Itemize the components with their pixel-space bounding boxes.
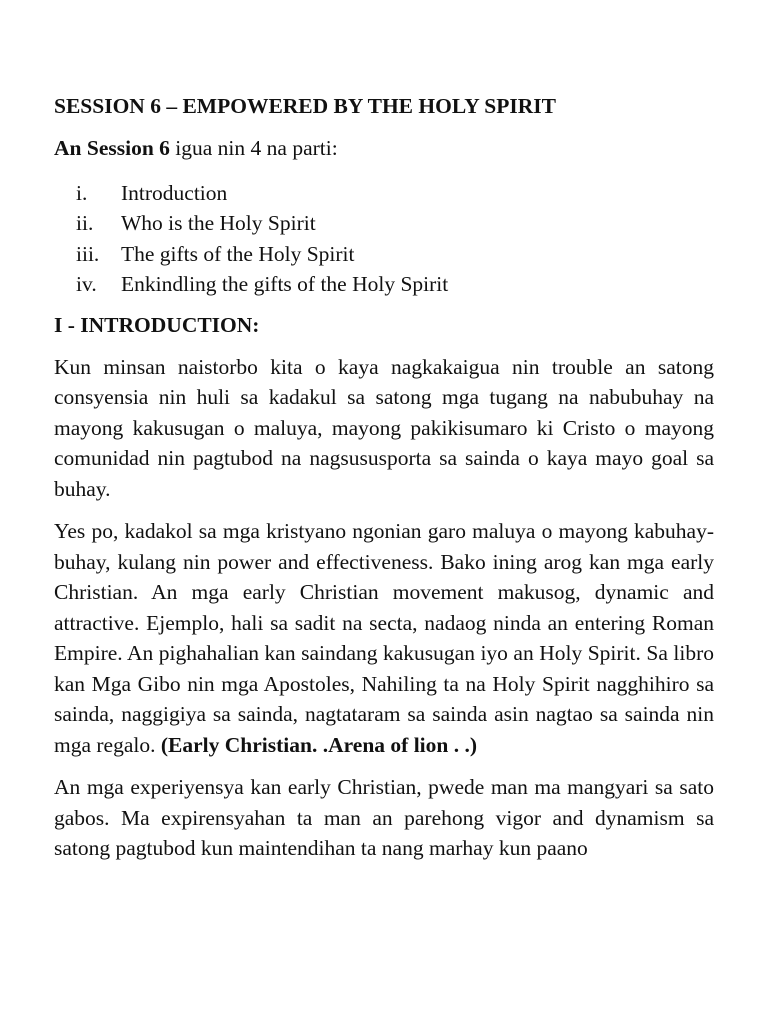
session-title: SESSION 6 – EMPOWERED BY THE HOLY SPIRIT — [54, 94, 556, 118]
toc-number: ii. — [76, 211, 94, 235]
section-heading: I - INTRODUCTION: — [54, 312, 260, 337]
paragraph-2-text: Yes po, kadakol sa mga kristyano ngonian garo maluya o mayong kabuhay-buhay, kulang nin power and effectiveness. Bako ining arog kan mga early Christian. An mga early Christian movement makusog, dynamic and attractive. Ejemplo, hali sa sadit na secta, nadaog ninda an entering Roman Empire. An pighahalian kan saindang kakusugan iyo an Holy Spirit. Sa libro kan Mga Gibo nin mga Apostoles, Nahiling ta na Holy Spirit nagghihiro sa sainda, naggigiya sa sainda, nagtataram sa sainda asin nagtao sa sainda nin mga regalo. — [54, 519, 714, 757]
paragraph-2 — [54, 516, 714, 760]
paragraph-3: An mga experiyensya kan early Christian, pwede man ma mangyari sa sato gabos. Ma expirensyahan ta man an parehong vigor and dynamism sa satong pagtubod kun maintendihan ta nang marhay kun paano — [54, 775, 714, 860]
toc-label: The gifts of the Holy Spirit — [121, 241, 355, 266]
toc-label: Who is the Holy Spirit — [121, 211, 316, 235]
paragraph-2-bold-note: (Early Christian. .Arena of lion . .) — [160, 732, 478, 757]
intro-rest: igua nin 4 na parti: — [169, 136, 338, 160]
toc-number: iv. — [76, 272, 97, 296]
toc-label: Introduction — [121, 180, 228, 205]
intro-line — [54, 133, 714, 164]
toc-label: Enkindling the gifts of the Holy Spirit — [121, 272, 449, 296]
toc-number: iii. — [76, 241, 100, 266]
toc-item — [54, 178, 714, 209]
toc-number: i. — [76, 180, 88, 205]
toc-item — [54, 208, 714, 239]
intro-bold: An Session 6 — [54, 136, 170, 160]
toc-item — [54, 269, 714, 300]
toc-list — [54, 178, 714, 300]
paragraph-1: Kun minsan naistorbo kita o kaya nagkakaigua nin trouble an satong consyensia nin huli sa kadakul sa satong mga tugang na nabubuhay na mayong kakusugan o maluya, mayong pakikisumaro ki Cristo o mayong comunidad nin pagtubod na nagsususporta sa sainda o kaya mayo goal sa buhay. — [54, 354, 714, 501]
document-page — [54, 91, 714, 876]
toc-item — [54, 239, 714, 270]
